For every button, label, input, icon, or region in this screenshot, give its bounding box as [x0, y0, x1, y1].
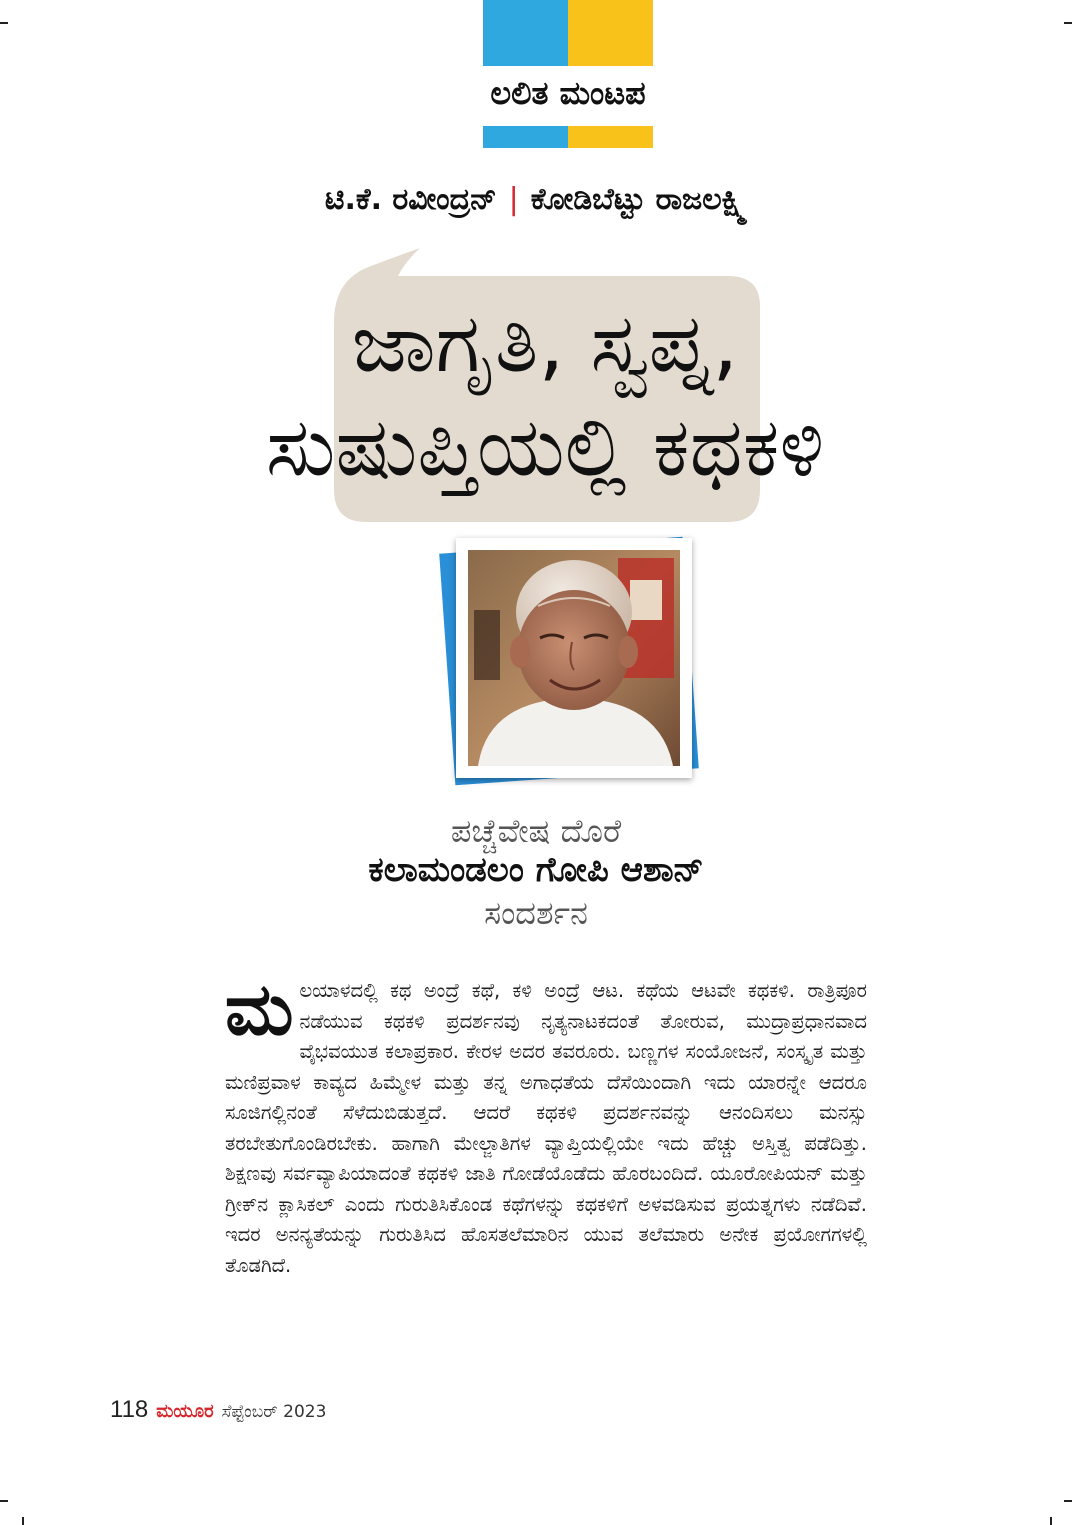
issue-date: ಸೆಪ್ಟೆಂಬರ್ 2023: [221, 1402, 327, 1422]
byline-separator: |: [508, 182, 519, 217]
translator-name: ಕೋಡಿಬೆಟ್ಟು ರಾಜಲಕ್ಷ್ಮಿ: [530, 182, 748, 217]
headline-line-2: ಸುಷುಪ್ತಿಯಲ್ಲಿ ಕಥಕಳಿ: [265, 400, 825, 495]
portrait-photo: [456, 538, 692, 778]
page-number: 118: [110, 1396, 149, 1423]
subhead-title: ಪಚ್ಚೆವೇಷ ದೊರೆ: [450, 812, 622, 850]
magazine-name: ಮಯೂರ: [156, 1401, 214, 1422]
page-footer: [110, 1396, 326, 1424]
crop-mark: [1050, 1517, 1052, 1525]
portrait-image: [468, 550, 680, 766]
headline: [120, 292, 970, 500]
article-body-text: ಲಯಾಳದಲ್ಲಿ ಕಥ ಅಂದ್ರೆ ಕಥೆ, ಕಳಿ ಅಂದ್ರೆ ಆಟ. ಕಥೆಯ ಆಟವೇ ಕಥಕಳಿ. ರಾತ್ರಿಪೂರ ನಡೆಯುವ ಕಥಕಳಿ ಪ್ರದರ್ಶನವು ನೃತ್ಯನಾಟಕದಂತೆ ತೋರುವ, ಮುದ್ರಾಪ್ರಧಾನವಾದ ವೈಭವಯುತ ಕಲಾಪ್ರಕಾರ. ಕೇರಳ ಅದರ ತವರೂರು. ಬಣ್ಣಗಳ ಸಂಯೋಜನೆ, ಸಂಸ್ಕೃತ ಮತ್ತು ಮಣಿಪ್ರವಾಳ ಕಾವ್ಯದ ಹಿಮ್ಮೇಳ ಮತ್ತು ತನ್ನ ಅಗಾಧತೆಯ ದೆಸೆಯಿಂದಾಗಿ ಇದು ಯಾರನ್ನೇ ಆದರೂ ಸೂಜಿಗಲ್ಲಿನಂತೆ ಸೆಳೆದುಬಿಡುತ್ತದೆ. ಆದರೆ ಕಥಕಳಿ ಪ್ರದರ್ಶನವನ್ನು ಆನಂದಿಸಲು ಮನಸ್ಸು ತರಬೇತುಗೊಂಡಿರಬೇಕು. ಹಾಗಾಗಿ ಮೇಲ್ಜಾತಿಗಳ ವ್ಯಾಪ್ತಿಯಲ್ಲಿಯೇ ಇದು ಹೆಚ್ಚು ಅಸ್ತಿತ್ವ ಪಡೆದಿತ್ತು. ಶಿಕ್ಷಣವು ಸರ್ವವ್ಯಾಪಿಯಾದಂತೆ ಕಥಕಳಿ ಜಾತಿ ಗೋಡೆಯೊಡೆದು ಹೊರಬಂದಿದೆ. ಯೂರೋಪಿಯನ್ ಮತ್ತು ಗ್ರೀಕ್‌ನ ಕ್ಲಾಸಿಕಲ್ ಎಂದು ಗುರುತಿಸಿಕೊಂಡ ಕಥೆಗಳನ್ನು ಕಥಕಳಿಗೆ ಅಳವಡಿಸುವ ಪ್ರಯತ್ನಗಳು ನಡೆದಿವೆ. ಇದರ ಅನನ್ಯತೆಯನ್ನು ಗುರುತಿಸಿದ ಹೊಸತಲೆಮಾರಿನ ಯುವ ತಲೆಮಾರು ಅನೇಕ ಪ್ರಯೋಗಗಳಲ್ಲಿ ತೊಡಗಿದೆ.: [225, 979, 867, 1277]
crop-mark: [22, 1517, 24, 1525]
interviewee-name: ಕಲಾಮಂಡಲಂ ಗೋಪಿ ಆಶಾನ್: [368, 850, 704, 890]
section-label: ಲಲಿತ ಮಂಟಪ: [490, 74, 646, 112]
headline-line-1: ಜಾಗೃತಿ, ಸ್ವಪ್ನ,: [351, 296, 739, 391]
crop-mark: [1064, 1500, 1072, 1502]
article-body: [225, 967, 867, 1281]
crop-mark: [0, 1500, 8, 1502]
author-name: ಟಿ.ಕೆ. ರವೀಂದ್ರನ್: [324, 182, 497, 217]
article-type: ಸಂದರ್ಶನ: [484, 894, 588, 932]
drop-cap: ಮ: [225, 967, 294, 1051]
